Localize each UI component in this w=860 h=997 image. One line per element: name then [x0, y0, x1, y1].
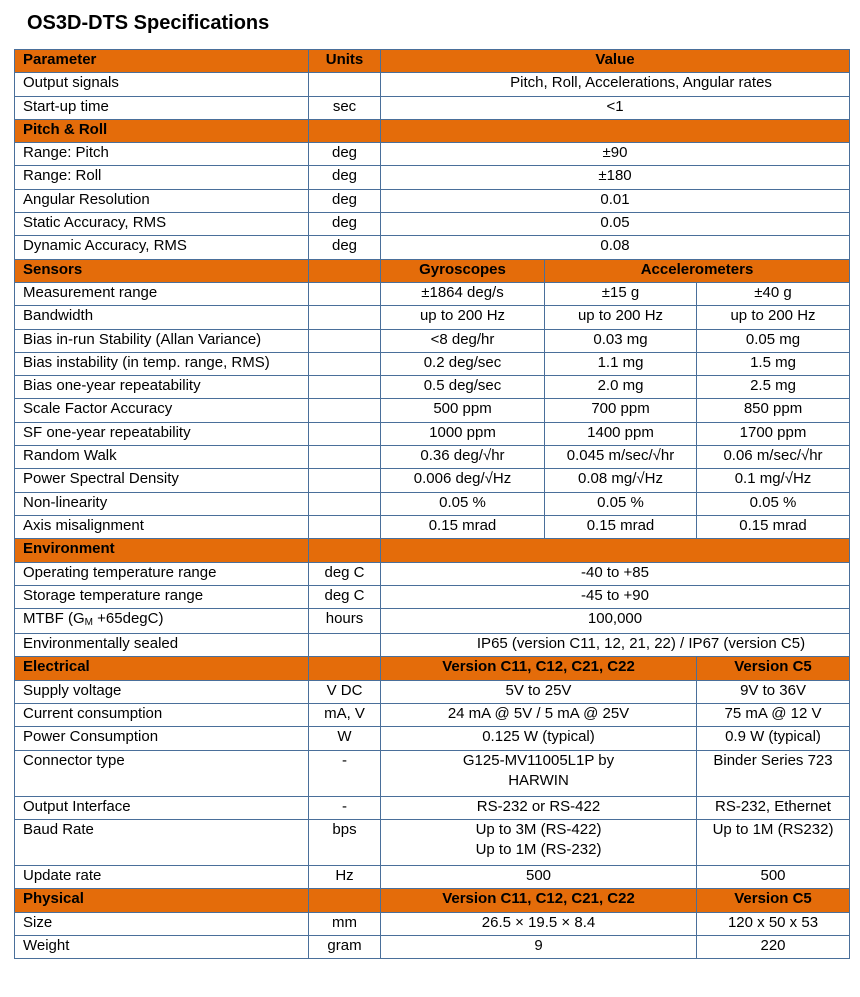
unit-cell	[309, 515, 381, 538]
table-row	[15, 306, 850, 329]
table-row	[15, 236, 850, 259]
v2-cell: 500	[697, 865, 850, 888]
section-title: Sensors	[15, 259, 309, 282]
unit-cell: deg C	[309, 562, 381, 585]
table-row	[15, 96, 850, 119]
section-header-environment	[15, 539, 850, 562]
unit-cell: gram	[309, 935, 381, 958]
param-cell: Angular Resolution	[15, 189, 309, 212]
accelerometers-header: Accelerometers	[545, 259, 850, 282]
section-title: Electrical	[15, 657, 309, 680]
table-row	[15, 634, 850, 657]
table-row	[15, 796, 850, 819]
param-cell: Bandwidth	[15, 306, 309, 329]
value-cell: IP65 (version C11, 12, 21, 22) / IP67 (version C5)	[381, 634, 850, 657]
unit-cell: bps	[309, 819, 381, 865]
table-row	[15, 329, 850, 352]
v1-cell: 9	[381, 935, 697, 958]
v1-line: HARWIN	[508, 771, 569, 789]
v1-cell: RS-232 or RS-422	[381, 796, 697, 819]
table-row	[15, 609, 850, 634]
param-cell: Baud Rate	[15, 819, 309, 865]
param-cell: Non-linearity	[15, 492, 309, 515]
page-title: OS3D-DTS Specifications	[27, 12, 270, 34]
param-cell: Axis misalignment	[15, 515, 309, 538]
param-cell: Random Walk	[15, 446, 309, 469]
unit-cell	[309, 329, 381, 352]
acc1-cell: 0.08 mg/√Hz	[545, 469, 697, 492]
table-row	[15, 492, 850, 515]
unit-cell: deg C	[309, 585, 381, 608]
version-c5-header: Version C5	[697, 889, 850, 912]
v1-line: Up to 3M (RS-422)	[475, 820, 602, 838]
table-row	[15, 680, 850, 703]
v2-cell: 9V to 36V	[697, 680, 850, 703]
unit-cell: deg	[309, 189, 381, 212]
table-row	[15, 585, 850, 608]
value-cell: ±180	[381, 166, 850, 189]
param-cell: Measurement range	[15, 282, 309, 305]
unit-cell: W	[309, 727, 381, 750]
param-cell: Start-up time	[15, 96, 309, 119]
section-header-sensors	[15, 259, 850, 282]
v1-cell	[381, 819, 697, 865]
acc2-cell: 0.05 mg	[697, 329, 850, 352]
unit-cell: -	[309, 750, 381, 796]
param-cell: Operating temperature range	[15, 562, 309, 585]
acc1-cell: ±15 g	[545, 282, 697, 305]
acc2-cell: ±40 g	[697, 282, 850, 305]
acc2-cell: up to 200 Hz	[697, 306, 850, 329]
param-cell: Output signals	[15, 73, 309, 96]
unit-cell: deg	[309, 236, 381, 259]
value-cell: 0.08	[381, 236, 850, 259]
gyro-cell: 0.05 %	[381, 492, 545, 515]
header-parameter: Parameter	[15, 50, 309, 73]
gyro-cell: <8 deg/hr	[381, 329, 545, 352]
acc2-cell: 0.1 mg/√Hz	[697, 469, 850, 492]
value-cell: Pitch, Roll, Accelerations, Angular rates	[381, 73, 850, 96]
acc2-cell: 1.5 mg	[697, 352, 850, 375]
table-row	[15, 166, 850, 189]
gyro-cell: 0.15 mrad	[381, 515, 545, 538]
unit-cell	[309, 306, 381, 329]
table-row	[15, 376, 850, 399]
unit-cell	[309, 446, 381, 469]
param-cell: Range: Pitch	[15, 143, 309, 166]
header-value: Value	[381, 50, 850, 73]
unit-cell	[309, 376, 381, 399]
param-cell: Size	[15, 912, 309, 935]
unit-cell: -	[309, 796, 381, 819]
param-cell: Power Consumption	[15, 727, 309, 750]
value-cell: 0.05	[381, 213, 850, 236]
unit-cell: hours	[309, 609, 381, 634]
version-c11-header: Version C11, C12, C21, C22	[381, 657, 697, 680]
table-row	[15, 819, 850, 865]
param-cell: Update rate	[15, 865, 309, 888]
table-row	[15, 727, 850, 750]
section-title: Physical	[15, 889, 309, 912]
value-cell: <1	[381, 96, 850, 119]
unit-cell	[309, 399, 381, 422]
param-cell: SF one-year repeatability	[15, 422, 309, 445]
param-subscript: M	[84, 617, 93, 629]
param-cell: Weight	[15, 935, 309, 958]
section-header-electrical	[15, 657, 850, 680]
table-row	[15, 469, 850, 492]
gyro-cell: 1000 ppm	[381, 422, 545, 445]
acc2-cell: 0.15 mrad	[697, 515, 850, 538]
acc1-cell: 1.1 mg	[545, 352, 697, 375]
acc1-cell: up to 200 Hz	[545, 306, 697, 329]
v1-cell: 5V to 25V	[381, 680, 697, 703]
acc2-cell: 2.5 mg	[697, 376, 850, 399]
table-row	[15, 750, 850, 796]
param-cell: Range: Roll	[15, 166, 309, 189]
table-row	[15, 515, 850, 538]
param-cell: Bias instability (in temp. range, RMS)	[15, 352, 309, 375]
unit-cell	[309, 492, 381, 515]
table-row	[15, 189, 850, 212]
acc1-cell: 0.05 %	[545, 492, 697, 515]
v2-cell: 120 x 50 x 53	[697, 912, 850, 935]
section-title: Environment	[15, 539, 309, 562]
table-row	[15, 704, 850, 727]
param-cell: Environmentally sealed	[15, 634, 309, 657]
param-cell: Output Interface	[15, 796, 309, 819]
acc1-cell: 1400 ppm	[545, 422, 697, 445]
v1-cell: 26.5 × 19.5 × 8.4	[381, 912, 697, 935]
table-row	[15, 143, 850, 166]
table-row	[15, 422, 850, 445]
section-title: Pitch & Roll	[15, 119, 309, 142]
gyro-cell: up to 200 Hz	[381, 306, 545, 329]
v2-cell: 220	[697, 935, 850, 958]
unit-cell	[309, 282, 381, 305]
gyroscopes-header: Gyroscopes	[381, 259, 545, 282]
unit-cell: deg	[309, 213, 381, 236]
value-cell: 100,000	[381, 609, 850, 634]
gyro-cell: ±1864 deg/s	[381, 282, 545, 305]
acc1-cell: 700 ppm	[545, 399, 697, 422]
table-row	[15, 399, 850, 422]
unit-cell: mA, V	[309, 704, 381, 727]
value-cell: 0.01	[381, 189, 850, 212]
value-cell: -40 to +85	[381, 562, 850, 585]
acc1-cell: 0.15 mrad	[545, 515, 697, 538]
value-cell: ±90	[381, 143, 850, 166]
v1-cell	[381, 750, 697, 796]
table-row	[15, 282, 850, 305]
unit-cell: deg	[309, 166, 381, 189]
gyro-cell: 500 ppm	[381, 399, 545, 422]
acc1-cell: 0.045 m/sec/√hr	[545, 446, 697, 469]
unit-cell: deg	[309, 143, 381, 166]
spec-table	[14, 49, 850, 959]
unit-cell: mm	[309, 912, 381, 935]
acc2-cell: 1700 ppm	[697, 422, 850, 445]
v1-line: G125-MV11005L1P by	[462, 751, 615, 769]
param-cell: Bias one-year repeatability	[15, 376, 309, 399]
value-cell: -45 to +90	[381, 585, 850, 608]
v2-cell: RS-232, Ethernet	[697, 796, 850, 819]
header-units: Units	[309, 50, 381, 73]
v2-cell: 0.9 W (typical)	[697, 727, 850, 750]
gyro-cell: 0.36 deg/√hr	[381, 446, 545, 469]
table-row	[15, 213, 850, 236]
acc2-cell: 0.05 %	[697, 492, 850, 515]
param-cell: Power Spectral Density	[15, 469, 309, 492]
table-header-row	[15, 50, 850, 73]
acc2-cell: 0.06 m/sec/√hr	[697, 446, 850, 469]
table-row	[15, 446, 850, 469]
version-c5-header: Version C5	[697, 657, 850, 680]
param-cell: Scale Factor Accuracy	[15, 399, 309, 422]
v2-cell: Binder Series 723	[697, 750, 850, 796]
acc2-cell: 850 ppm	[697, 399, 850, 422]
gyro-cell: 0.2 deg/sec	[381, 352, 545, 375]
param-cell	[15, 609, 309, 634]
param-cell: Static Accuracy, RMS	[15, 213, 309, 236]
section-header-physical	[15, 889, 850, 912]
unit-cell	[309, 352, 381, 375]
v1-cell: 24 mA @ 5V / 5 mA @ 25V	[381, 704, 697, 727]
param-cell: Connector type	[15, 750, 309, 796]
unit-cell	[309, 469, 381, 492]
section-header-pitch-roll	[15, 119, 850, 142]
table-row	[15, 912, 850, 935]
param-cell: Supply voltage	[15, 680, 309, 703]
table-row	[15, 935, 850, 958]
table-row	[15, 865, 850, 888]
v1-line: Up to 1M (RS-232)	[475, 840, 602, 858]
gyro-cell: 0.5 deg/sec	[381, 376, 545, 399]
param-cell: Storage temperature range	[15, 585, 309, 608]
v2-cell: 75 mA @ 12 V	[697, 704, 850, 727]
param-cell: Current consumption	[15, 704, 309, 727]
acc1-cell: 0.03 mg	[545, 329, 697, 352]
gyro-cell: 0.006 deg/√Hz	[381, 469, 545, 492]
unit-cell: Hz	[309, 865, 381, 888]
param-text: MTBF (G	[23, 610, 85, 628]
param-cell: Bias in-run Stability (Allan Variance)	[15, 329, 309, 352]
param-text: +65degC)	[93, 610, 164, 628]
v1-cell: 0.125 W (typical)	[381, 727, 697, 750]
acc1-cell: 2.0 mg	[545, 376, 697, 399]
table-row	[15, 73, 850, 96]
v2-cell: Up to 1M (RS232)	[697, 819, 850, 865]
unit-cell	[309, 634, 381, 657]
param-cell: Dynamic Accuracy, RMS	[15, 236, 309, 259]
unit-cell: V DC	[309, 680, 381, 703]
unit-cell	[309, 73, 381, 96]
unit-cell: sec	[309, 96, 381, 119]
table-row	[15, 352, 850, 375]
v1-cell: 500	[381, 865, 697, 888]
version-c11-header: Version C11, C12, C21, C22	[381, 889, 697, 912]
unit-cell	[309, 422, 381, 445]
table-row	[15, 562, 850, 585]
